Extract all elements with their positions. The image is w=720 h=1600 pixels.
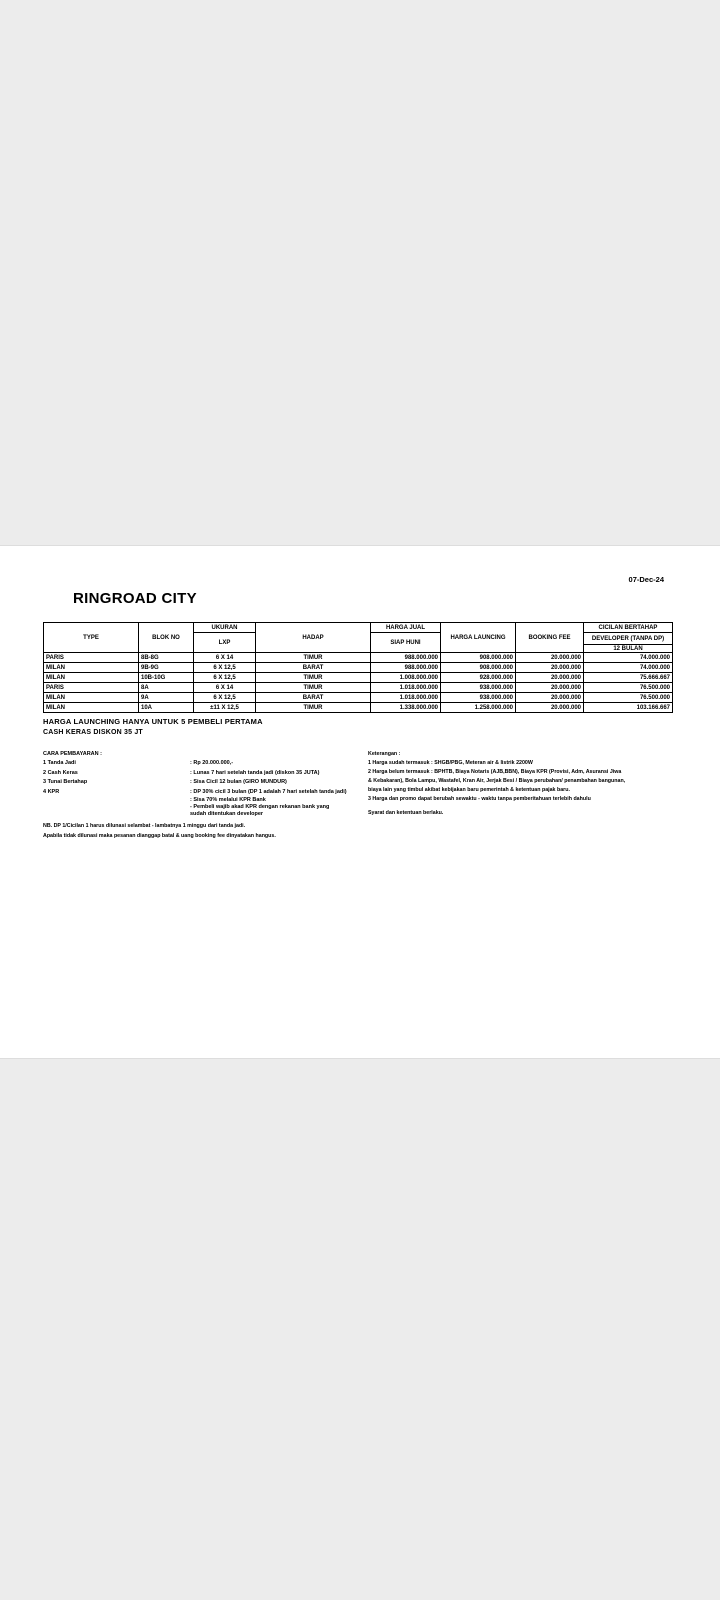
keterangan-line: 2 Harga belum termasuk : BPHTB, Biaya Notaris (AJB,BBN), Biaya KPR (Provisi, Adm, Asuransi Jiwa [368,769,622,775]
cell-blok-no: 9B-9G [139,663,194,673]
keterangan-line: 3 Harga dan promo dapat berubah sewaktu - waktu tanpa pemberitahuan terlebih dahulu [368,796,591,802]
cell-ukuran: 6 X 14 [194,683,256,693]
cell-type: MILAN [44,673,139,683]
table-row [44,703,673,713]
table-row [44,663,673,673]
cell-harga-launcing: 928.000.000 [441,673,516,683]
cell-cicilan: 76.500.000 [584,693,673,703]
cell-hadap: TIMUR [256,673,371,683]
cell-ukuran: ±11 X 12,5 [194,703,256,713]
col-header-booking-fee: BOOKING FEE [516,623,584,653]
col-header-blok-no: BLOK NO [139,623,194,653]
price-table [43,622,673,713]
cell-harga-launcing: 938.000.000 [441,683,516,693]
cell-type: MILAN [44,663,139,673]
payment-section [43,750,368,819]
cell-type: PARIS [44,683,139,693]
col-header-siap-huni: SIAP HUNI [371,633,441,653]
keterangan-section [368,750,676,818]
table-row [44,693,673,703]
cell-harga-jual: 1.338.000.000 [371,703,441,713]
table-row [44,653,673,663]
payment-item-value: : Sisa Cicil 12 bulan (GIRO MUNDUR) [190,779,287,786]
payment-item [43,769,368,778]
cell-hadap: BARAT [256,693,371,703]
nb-section [43,822,276,841]
cell-harga-launcing: 908.000.000 [441,663,516,673]
page-title: RINGROAD CITY [73,590,197,607]
cell-harga-jual: 988.000.000 [371,653,441,663]
cell-type: MILAN [44,703,139,713]
promo-line-2: CASH KERAS DISKON 35 JT [43,729,143,736]
col-header-type: TYPE [44,623,139,653]
payment-item-label: 1 Tanda Jadi [43,760,76,767]
keterangan-line: & Kebakaran), Bola Lampu, Wastafel, Kran Air, Jerjak Besi / Biaya perubahan/ penambahan bangunan, [368,778,626,784]
cell-hadap: BARAT [256,663,371,673]
payment-item-value: : Rp 20.000.000,- [190,760,234,767]
promo-line-1: HARGA LAUNCHING HANYA UNTUK 5 PEMBELI PERTAMA [43,717,263,726]
payment-item-value: : Lunas 7 hari setelah tanda jadi (diskon 35 JUTA) [190,769,320,776]
col-header-developer-tanpa-dp: DEVELOPER (TANPA DP) [584,633,673,645]
cell-harga-jual: 1.018.000.000 [371,693,441,703]
cell-blok-no: 10B-10G [139,673,194,683]
cell-harga-jual: 1.018.000.000 [371,683,441,693]
cell-cicilan: 74.000.000 [584,653,673,663]
cell-booking-fee: 20.000.000 [516,703,584,713]
cell-hadap: TIMUR [256,703,371,713]
table-header-row-1 [44,623,673,633]
col-header-cicilan-bertahap: CICILAN BERTAHAP [584,623,673,633]
cell-booking-fee: 20.000.000 [516,693,584,703]
payment-item-label: 4 KPR [43,788,60,795]
cell-booking-fee: 20.000.000 [516,673,584,683]
payment-item-label: 2 Cash Keras [43,769,78,776]
cell-cicilan: 76.500.000 [584,683,673,693]
cell-ukuran: 6 X 12,5 [194,673,256,683]
keterangan-line: biaya lain yang timbul akibat kebijakan baru pemerintah & ketentuan pajak baru. [368,787,570,793]
keterangan-footer: Syarat dan ketentuan berlaku. [368,810,444,816]
document-date: 07-Dec-24 [628,575,664,584]
payment-item [43,778,368,787]
cell-ukuran: 6 X 12,5 [194,693,256,703]
cell-blok-no: 8B-8G [139,653,194,663]
col-header-ukuran: UKURAN [194,623,256,633]
cell-booking-fee: 20.000.000 [516,683,584,693]
col-header-lxp: LXP [194,633,256,653]
keterangan-heading: Keterangan : [368,751,401,757]
table-row [44,683,673,693]
cell-hadap: TIMUR [256,653,371,663]
payment-item-label: 3 Tunai Bertahap [43,779,88,786]
nb-line-1: NB. DP 1/Cicilan 1 harus dilunasi selambat - lambatnya 1 minggu dari tanda jadi. [43,823,246,829]
cell-blok-no: 8A [139,683,194,693]
cell-type: MILAN [44,693,139,703]
cell-cicilan: 103.166.667 [584,703,673,713]
payment-extra-line: : Sisa 70% melalui KPR Bank [190,797,266,804]
col-header-12-bulan: 12 BULAN [584,645,673,653]
col-header-harga-jual: HARGA JUAL [371,623,441,633]
document-sheet [0,545,720,1059]
cell-harga-launcing: 938.000.000 [441,693,516,703]
cell-harga-launcing: 908.000.000 [441,653,516,663]
cell-blok-no: 10A [139,703,194,713]
cell-blok-no: 9A [139,693,194,703]
cell-cicilan: 74.000.000 [584,663,673,673]
cell-booking-fee: 20.000.000 [516,653,584,663]
cell-harga-jual: 988.000.000 [371,663,441,673]
payment-item [43,788,368,797]
cell-hadap: TIMUR [256,683,371,693]
payment-extra-line: sudah ditentukan developer [190,811,264,818]
cell-harga-jual: 1.008.000.000 [371,673,441,683]
payment-item [43,759,368,768]
cell-cicilan: 75.666.667 [584,673,673,683]
cell-ukuran: 6 X 14 [194,653,256,663]
cell-harga-launcing: 1.258.000.000 [441,703,516,713]
col-header-harga-launcing: HARGA LAUNCING [441,623,516,653]
payment-heading: CARA PEMBAYARAN : [43,751,102,757]
nb-line-2: Apabila tidak dilunasi maka pesanan dianggap batal & uang booking fee dinyatakan hangus. [43,832,276,839]
payment-extra-line: - Pembeli wajib akad KPR dengan rekanan bank yang [190,804,330,811]
keterangan-line: 1 Harga sudah termasuk : SHGB/PBG, Meteran air & listrik 2200W [368,760,533,766]
table-row [44,673,673,683]
cell-ukuran: 6 X 12,5 [194,663,256,673]
cell-type: PARIS [44,653,139,663]
payment-item-value: : DP 30% cicil 3 bulan (DP 1 adalah 7 hari setelah tanda jadi) [190,788,347,795]
cell-booking-fee: 20.000.000 [516,663,584,673]
col-header-hadap: HADAP [256,623,371,653]
